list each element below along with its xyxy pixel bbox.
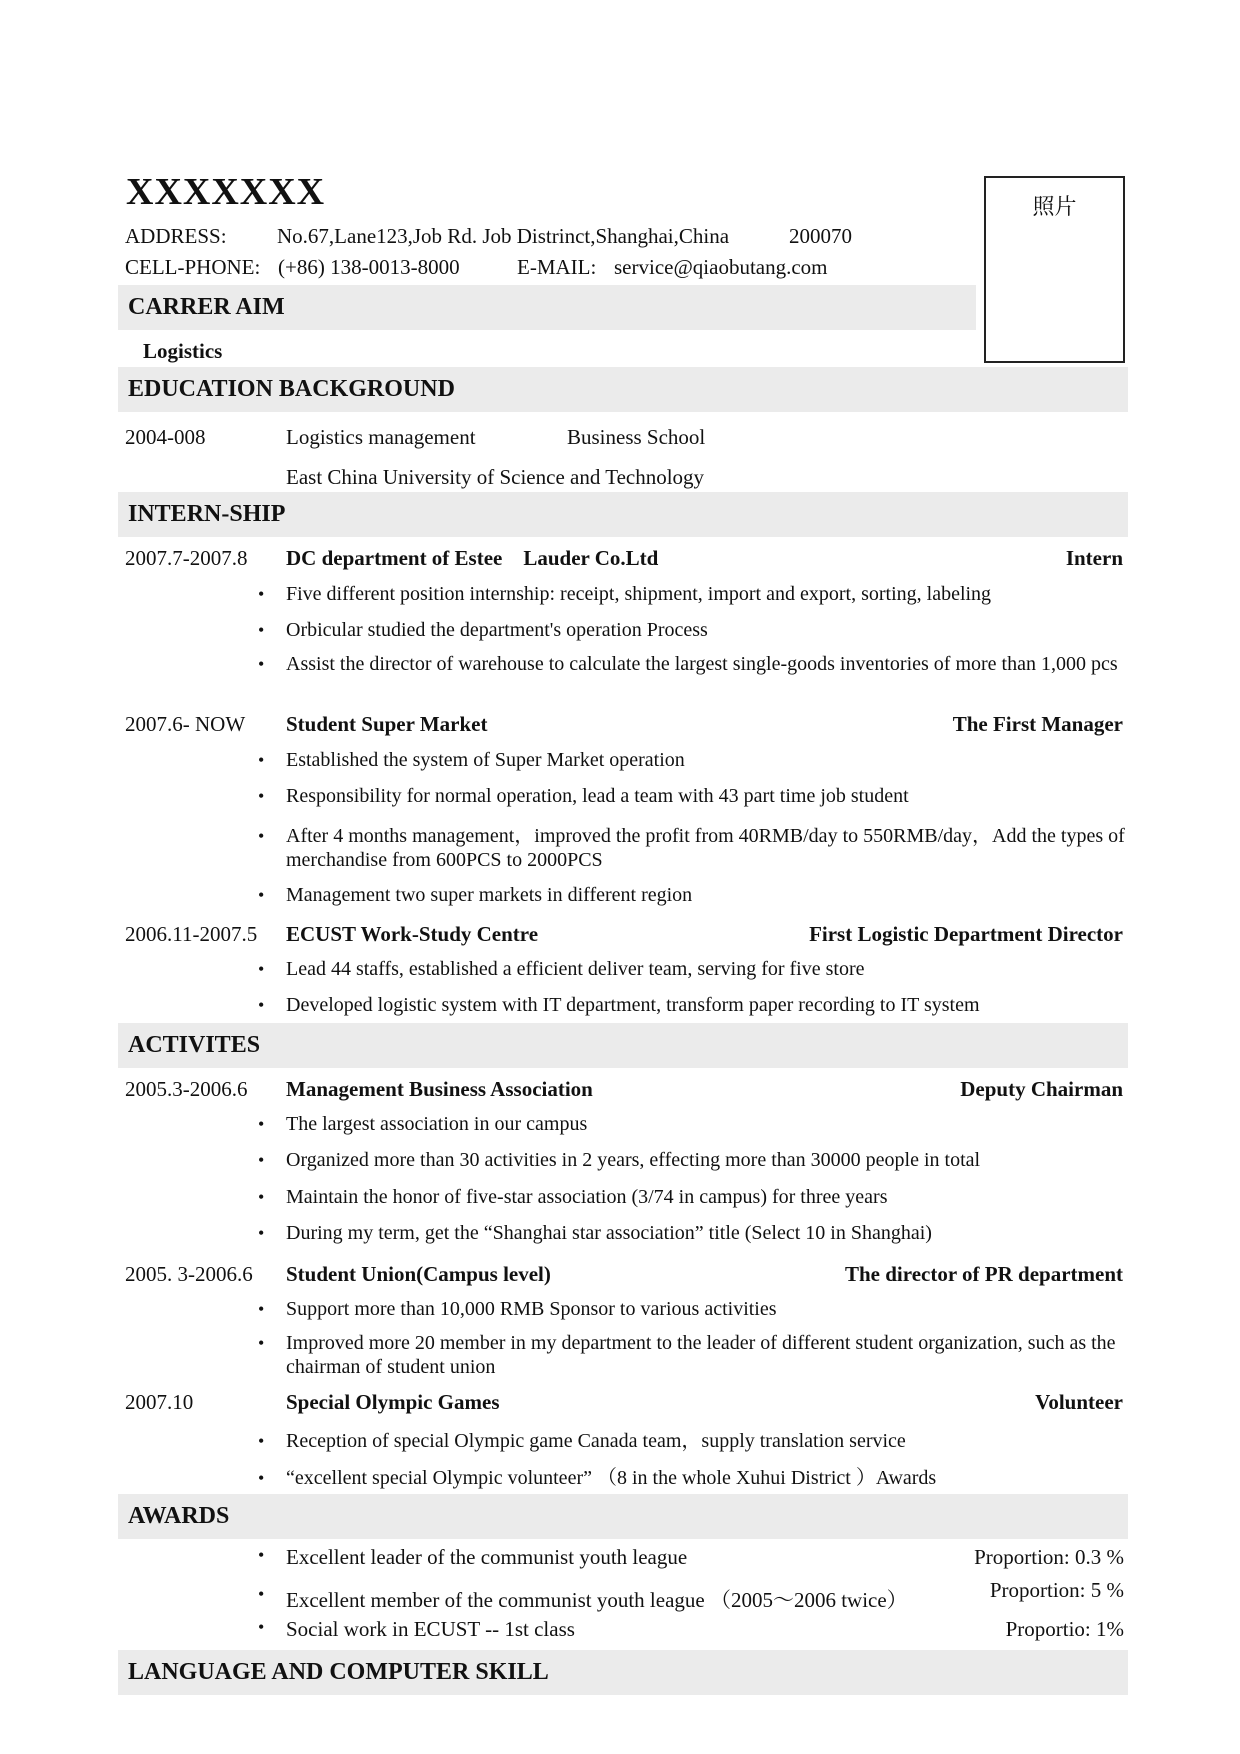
section-title: LANGUAGE AND COMPUTER SKILL (128, 1659, 549, 1685)
education-major: Logistics management (286, 425, 476, 449)
education-date: 2004-008 (125, 425, 206, 449)
bullet-item: • During my term, get the “Shanghai star association” title (Select 10 in Shanghai) (286, 1221, 1126, 1245)
section-title: INTERN-SHIP (128, 501, 286, 527)
entry-date: 2007.10 (125, 1390, 194, 1414)
career-aim-value: Logistics (143, 339, 223, 363)
entry-title: ECUST Work-Study Centre (286, 922, 539, 946)
activity-entry (125, 1390, 1123, 1416)
activity-entry (125, 1262, 1123, 1288)
entry-role: Intern (1065, 546, 1123, 570)
entry-role: Deputy Chairman (960, 1077, 1123, 1101)
bullet-item: • Improved more 20 member in my department to the leader of different student organization, such as the chairman of student union (286, 1331, 1126, 1379)
entry-date: 2007.6- NOW (125, 712, 246, 736)
section-skills (118, 1650, 1128, 1695)
contact-line (125, 255, 828, 280)
bullet-item: • Organized more than 30 activities in 2 years, effecting more than 30000 people in total (286, 1148, 1126, 1172)
address-label: ADDRESS: (125, 224, 227, 248)
activity-entry (125, 1077, 1123, 1103)
postcode-value: 200070 (789, 224, 852, 248)
bullet-item: • Lead 44 staffs, established a efficient deliver team, serving for five store (286, 957, 1126, 981)
award-text: Excellent member of the communist youth league （2005～2006 twice） (286, 1588, 908, 1612)
section-title: EDUCATION BACKGROUND (128, 376, 455, 402)
entry-title: Student Super Market (286, 712, 488, 736)
section-education (118, 367, 1128, 412)
address-value: No.67,Lane123,Job Rd. Job Distrinct,Shanghai,China (277, 224, 730, 248)
photo-label: 照片 (1032, 195, 1077, 220)
bullet-item: • Established the system of Super Market operation (286, 748, 1126, 772)
bullet-item: • Assist the director of warehouse to calculate the largest single-goods inventories of more than 1,000 pcs (286, 652, 1126, 676)
bullet-item: • Reception of special Olympic game Canada team，supply translation service (286, 1429, 1126, 1453)
education-university: East China University of Science and Technology (286, 465, 705, 489)
entry-title: Special Olympic Games (286, 1390, 500, 1414)
internship-entry (125, 922, 1123, 948)
entry-title: Student Union(Campus level) (286, 1262, 551, 1286)
section-title: CARRER AIM (128, 294, 285, 320)
photo-placeholder (984, 176, 1125, 363)
entry-role: The director of PR department (844, 1262, 1123, 1286)
bullet-item: • The largest association in our campus (286, 1112, 1126, 1136)
award-proportion: Proportion: 5 % (989, 1578, 1124, 1602)
address-line (125, 224, 852, 249)
resume-name: XXXXXXX (126, 171, 326, 213)
email-value: service@qiaobutang.com (614, 255, 828, 279)
entry-role: First Logistic Department Director (809, 922, 1123, 946)
award-text: Social work in ECUST -- 1st class (286, 1617, 575, 1641)
internship-entry (125, 712, 1123, 738)
phone-label: CELL-PHONE: (125, 255, 261, 279)
entry-date: 2005.3-2006.6 (125, 1077, 248, 1101)
entry-title: Management Business Association (286, 1077, 593, 1101)
education-school: Business School (567, 425, 706, 449)
bullet-item: • After 4 months management，improved the profit from 40RMB/day to 550RMB/day，Add the types of merchandise from 600PCS to 2000PCS (286, 824, 1126, 872)
entry-date: 2007.7-2007.8 (125, 546, 248, 570)
section-career-aim (118, 285, 976, 330)
entry-role: Volunteer (1035, 1390, 1123, 1414)
entry-title: DC department of Estee Lauder Co.Ltd (286, 546, 659, 570)
award-item (286, 1578, 1124, 1614)
award-proportion: Proportio: 1% (1005, 1617, 1124, 1641)
section-activities (118, 1023, 1128, 1068)
bullet-item: • Five different position internship: receipt, shipment, import and export, sorting, labeling (286, 582, 1126, 606)
bullet-item: • Support more than 10,000 RMB Sponsor to various activities (286, 1297, 1126, 1321)
bullet-item: • Developed logistic system with IT department, transform paper recording to IT system (286, 993, 1126, 1017)
bullet-item: • Orbicular studied the department's operation Process (286, 618, 1126, 642)
award-text: Excellent leader of the communist youth league (286, 1545, 688, 1569)
email-label: E-MAIL: (517, 255, 597, 279)
entry-date: 2005. 3-2006.6 (125, 1262, 253, 1286)
section-title: ACTIVITES (128, 1032, 261, 1058)
internship-entry (125, 546, 1123, 572)
bullet-item: • Maintain the honor of five-star association (3/74 in campus) for three years (286, 1185, 1126, 1209)
award-item (286, 1545, 1124, 1570)
phone-value: (+86) 138-0013-8000 (278, 255, 460, 279)
entry-role: The First Manager (952, 712, 1123, 736)
section-internship (118, 492, 1128, 537)
section-title: AWARDS (128, 1503, 230, 1529)
bullet-item: • “excellent special Olympic volunteer” （8 in the whole Xuhui District ）Awards (286, 1466, 1126, 1490)
entry-date: 2006.11-2007.5 (125, 922, 258, 946)
award-proportion: Proportion: 0.3 % (974, 1545, 1124, 1569)
bullet-item: • Management two super markets in different region (286, 883, 1126, 907)
award-item (286, 1617, 1124, 1642)
section-awards (118, 1494, 1128, 1539)
bullet-item: • Responsibility for normal operation, lead a team with 43 part time job student (286, 784, 1126, 808)
